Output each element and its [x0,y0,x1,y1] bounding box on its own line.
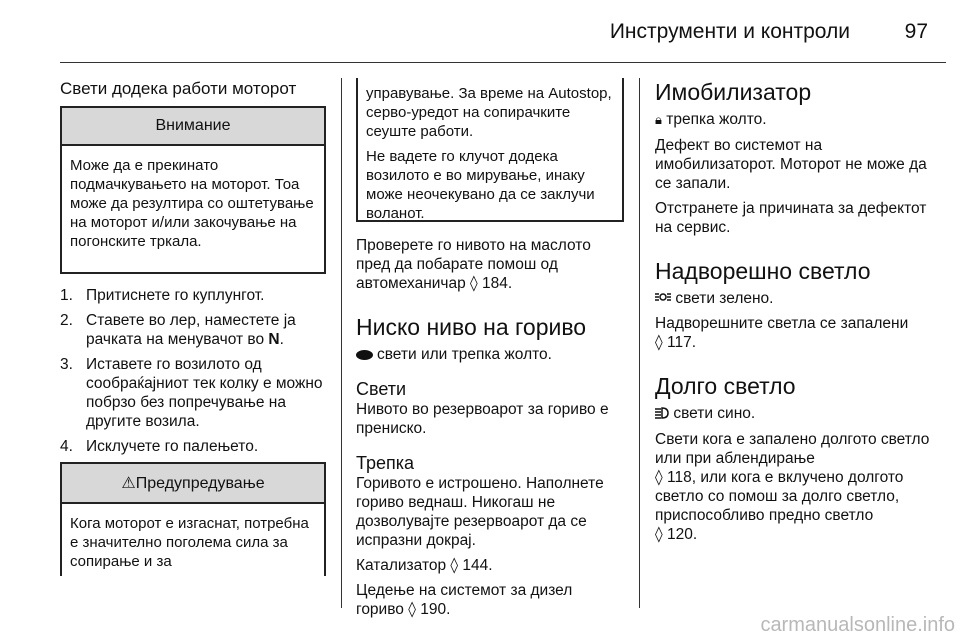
list-item: 1. Притиснете го куплунгот. [60,287,265,304]
exterior-light-icon [655,289,671,308]
warning-title: ⚠Предупредување [62,464,324,504]
diesel-reference: Цедење на системот за дизел гориво ◊ 190. [356,582,573,618]
flashing-text: Горивото е истрошено. Наполнете гориво веднаш. Никогаш не дозволувајте резервоарот да се испразни докрај. [356,475,604,549]
fuel-indicator-icon [356,350,373,360]
column-3 [655,78,947,544]
notice-box [60,106,326,274]
header-rule [60,62,946,63]
warning-box [60,462,326,576]
section-heading-immobilizer: Имобилизатор [655,79,812,105]
reference-icon: ◊ [655,524,663,543]
catalyst-reference: Катализатор ◊ 144. [356,556,493,574]
list-item: 2. Ставете во лер, наместете ја рачката на менувачот во N. [60,312,296,348]
fuel-status: свети или трепка жолто. [356,345,624,364]
reference-icon: ◊ [655,467,663,486]
immobilizer-text-2: Отстранете ја причината за дефектот на сервис. [655,200,927,236]
immobilizer-text-1: Дефект во системот на имобилизаторот. Моторот не може да се запали. [655,137,927,192]
high-beam-icon [655,405,669,424]
warning-triangle-icon: ⚠ [121,473,136,492]
notice-title: Внимание [62,108,324,146]
watermark: carmanualsonline.info [760,614,955,636]
lit-text: Нивото во резервоарот за гориво е прениско. [356,401,609,437]
reference-icon: ◊ [408,600,416,618]
section-heading-exterior-light: Надворешно светло [655,258,871,284]
list-item: 4. Исклучете го палењето. [60,438,259,455]
subheading-flashing: Трепка [356,453,415,473]
immobilizer-status: 🔒︎ трепка жолто. [655,111,767,128]
section-heading-high-beam: Долго светло [655,373,796,400]
reference-icon: ◊ [470,274,478,292]
section-heading-running: Свети додека работи моторот [60,79,297,98]
high-beam-status: свети сино. [655,404,947,423]
warning-continued-text-1: управување. За време на Autostop, серво-уредот на сопирачките сеуште работи. [366,85,612,140]
steps-list [60,286,326,456]
column-1 [60,78,326,576]
section-heading-fuel: Ниско ниво на гориво [356,314,587,340]
page-number: 97 [904,20,928,43]
warning-continued-text-2: Не вадете го клучот додека возилото е во мирување, инаку може неочекувано да се заклучи воланот. [366,148,595,222]
exterior-light-status: свети зелено. [655,289,947,308]
column-divider-1 [341,78,342,608]
list-item: 3. Иставете го возилото од сообраќајниот тек колку е можно побрзо без попречување на другите возила. [60,356,323,430]
column-divider-2 [639,78,640,608]
page-header-title: Инструменти и контроли [609,20,850,43]
reference-icon: ◊ [655,333,663,352]
warning-text: Кога моторот е изгаснат, потребна е значително поголема сила за сопирање и за [70,515,309,570]
reference-icon: ◊ [450,556,459,574]
immobilizer-icon: 🔒︎ [655,113,662,128]
notice-text: Може да е прекинато подмачкувањето на моторот. Тоа може да резултира со оштетување на моторот и/или закочување на погонските тркала. [70,157,314,250]
check-oil-text: Проверете го нивото на маслото пред да побарате помош од автомеханичар ◊ 184. [356,237,591,292]
high-beam-text: Свети кога е запалено долгото светло или при аблендирање ◊ 118, или кога е вклучено долгото светло со помош за долго светло, приспособливо предно светло ◊ 120. [655,430,930,543]
subheading-lit: Свети [356,379,407,399]
column-2 [356,78,624,619]
warning-box-continued [356,78,624,222]
exterior-light-text: Надворешните светла се запалени ◊ 117. [655,315,909,352]
